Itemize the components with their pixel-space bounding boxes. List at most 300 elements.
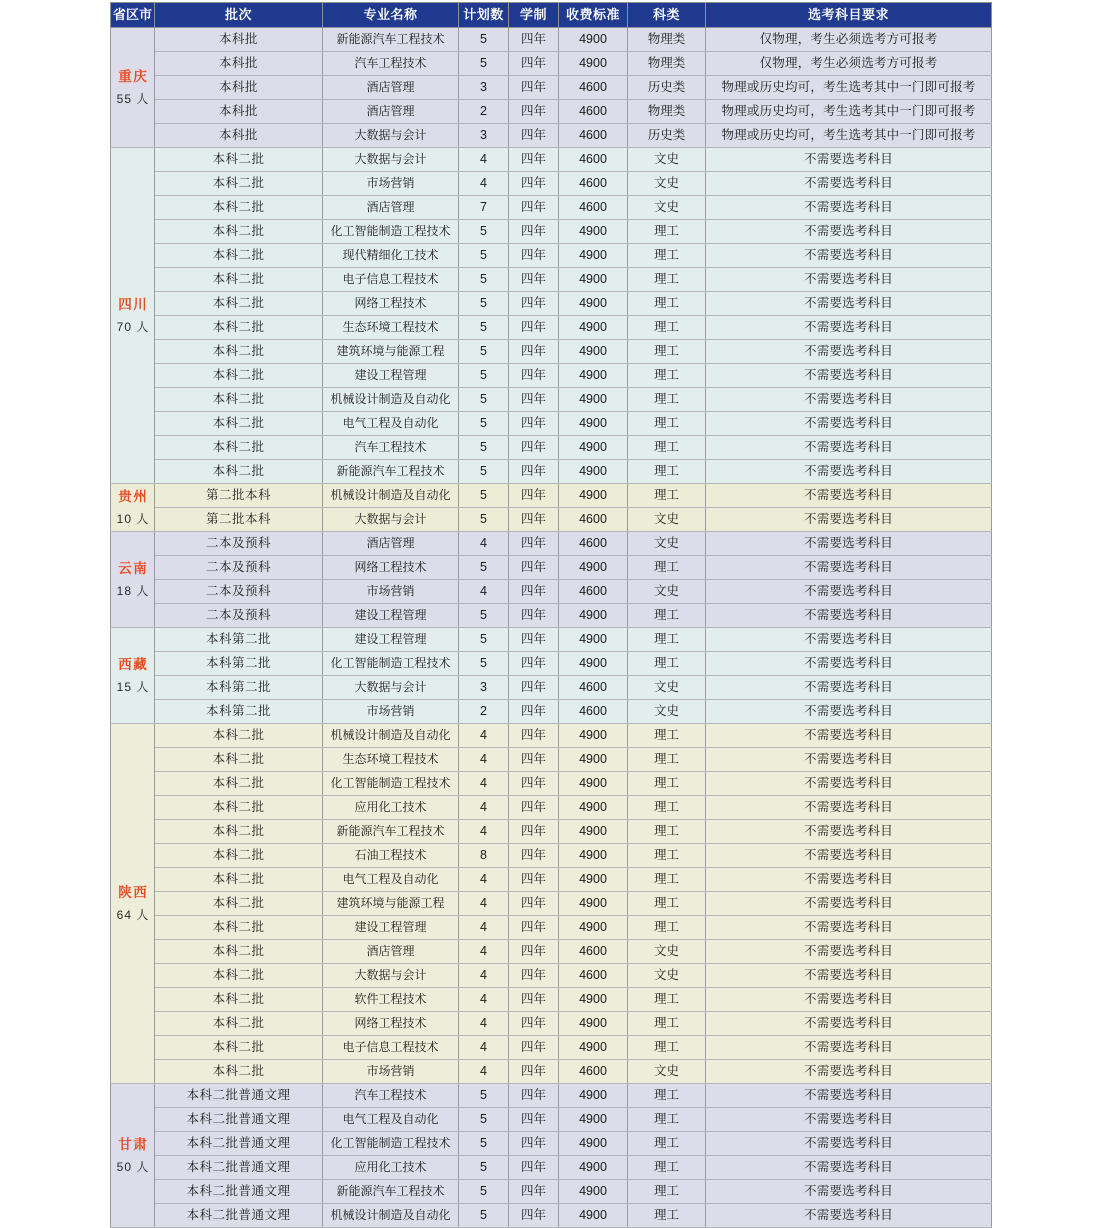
cell-years: 四年 xyxy=(509,916,559,940)
province-cell xyxy=(111,148,155,484)
province-name: 四川 xyxy=(118,296,149,312)
cell-requirement: 不需要选考科目 xyxy=(706,436,992,460)
cell-major: 新能源汽车工程技术 xyxy=(323,820,459,844)
table-row xyxy=(111,748,992,772)
cell-requirement: 不需要选考科目 xyxy=(706,364,992,388)
cell-batch: 本科批 xyxy=(155,124,323,148)
cell-category: 理工 xyxy=(628,844,706,868)
cell-batch: 本科二批 xyxy=(155,220,323,244)
cell-batch: 本科二批普通文理 xyxy=(155,1156,323,1180)
cell-fee: 4600 xyxy=(559,1060,628,1084)
cell-category: 理工 xyxy=(628,892,706,916)
cell-major: 大数据与会计 xyxy=(323,964,459,988)
cell-category: 物理类 xyxy=(628,28,706,52)
cell-major: 酒店管理 xyxy=(323,76,459,100)
cell-category: 理工 xyxy=(628,1180,706,1204)
table-row xyxy=(111,868,992,892)
cell-plan-count: 3 xyxy=(459,676,509,700)
cell-major: 酒店管理 xyxy=(323,196,459,220)
cell-category: 理工 xyxy=(628,388,706,412)
cell-major: 建设工程管理 xyxy=(323,364,459,388)
cell-category: 文史 xyxy=(628,532,706,556)
cell-fee: 4600 xyxy=(559,172,628,196)
cell-requirement: 不需要选考科目 xyxy=(706,868,992,892)
province-name: 重庆 xyxy=(118,68,149,84)
column-header-batch: 批次 xyxy=(155,3,323,28)
cell-major: 大数据与会计 xyxy=(323,676,459,700)
cell-years: 四年 xyxy=(509,412,559,436)
cell-major: 市场营销 xyxy=(323,700,459,724)
cell-batch: 本科二批 xyxy=(155,436,323,460)
cell-plan-count: 2 xyxy=(459,100,509,124)
column-header-plan-count: 计划数 xyxy=(459,3,509,28)
table-row xyxy=(111,844,992,868)
cell-major: 大数据与会计 xyxy=(323,508,459,532)
cell-plan-count: 4 xyxy=(459,868,509,892)
cell-plan-count: 5 xyxy=(459,652,509,676)
cell-batch: 本科二批 xyxy=(155,772,323,796)
cell-fee: 4600 xyxy=(559,76,628,100)
table-row xyxy=(111,1108,992,1132)
cell-category: 理工 xyxy=(628,1108,706,1132)
cell-category: 理工 xyxy=(628,628,706,652)
cell-batch: 本科二批 xyxy=(155,388,323,412)
cell-batch: 本科二批 xyxy=(155,460,323,484)
cell-fee: 4600 xyxy=(559,532,628,556)
cell-batch: 本科二批 xyxy=(155,1012,323,1036)
table-row xyxy=(111,124,992,148)
table-row xyxy=(111,940,992,964)
cell-batch: 本科二批 xyxy=(155,412,323,436)
cell-fee: 4900 xyxy=(559,652,628,676)
province-name: 陕西 xyxy=(118,884,149,900)
cell-batch: 本科二批普通文理 xyxy=(155,1180,323,1204)
cell-batch: 本科第二批 xyxy=(155,628,323,652)
cell-fee: 4900 xyxy=(559,292,628,316)
cell-category: 理工 xyxy=(628,652,706,676)
cell-category: 理工 xyxy=(628,1012,706,1036)
cell-fee: 4900 xyxy=(559,916,628,940)
table-row xyxy=(111,532,992,556)
cell-years: 四年 xyxy=(509,1132,559,1156)
cell-fee: 4600 xyxy=(559,508,628,532)
cell-plan-count: 5 xyxy=(459,52,509,76)
enrollment-plan-table-container xyxy=(110,2,991,1228)
cell-requirement: 不需要选考科目 xyxy=(706,604,992,628)
province-plan-total: 15 人 xyxy=(116,679,150,694)
cell-years: 四年 xyxy=(509,892,559,916)
cell-major: 大数据与会计 xyxy=(323,148,459,172)
cell-batch: 本科二批 xyxy=(155,724,323,748)
table-row xyxy=(111,268,992,292)
cell-category: 理工 xyxy=(628,244,706,268)
cell-years: 四年 xyxy=(509,268,559,292)
table-row xyxy=(111,628,992,652)
cell-fee: 4900 xyxy=(559,988,628,1012)
cell-major: 应用化工技术 xyxy=(323,796,459,820)
table-row xyxy=(111,772,992,796)
cell-category: 理工 xyxy=(628,460,706,484)
table-row xyxy=(111,76,992,100)
table-row xyxy=(111,916,992,940)
cell-fee: 4900 xyxy=(559,388,628,412)
cell-years: 四年 xyxy=(509,652,559,676)
cell-fee: 4600 xyxy=(559,700,628,724)
cell-batch: 二本及预科 xyxy=(155,532,323,556)
cell-category: 理工 xyxy=(628,820,706,844)
cell-fee: 4900 xyxy=(559,748,628,772)
cell-requirement: 不需要选考科目 xyxy=(706,1204,992,1228)
cell-years: 四年 xyxy=(509,1012,559,1036)
cell-requirement: 不需要选考科目 xyxy=(706,1084,992,1108)
cell-requirement: 不需要选考科目 xyxy=(706,1132,992,1156)
cell-batch: 二本及预科 xyxy=(155,556,323,580)
cell-major: 网络工程技术 xyxy=(323,1012,459,1036)
cell-years: 四年 xyxy=(509,700,559,724)
cell-category: 历史类 xyxy=(628,76,706,100)
cell-major: 酒店管理 xyxy=(323,100,459,124)
table-row xyxy=(111,412,992,436)
cell-category: 理工 xyxy=(628,1036,706,1060)
cell-major: 电子信息工程技术 xyxy=(323,1036,459,1060)
cell-fee: 4900 xyxy=(559,1084,628,1108)
cell-years: 四年 xyxy=(509,1060,559,1084)
cell-years: 四年 xyxy=(509,52,559,76)
table-row xyxy=(111,724,992,748)
cell-years: 四年 xyxy=(509,100,559,124)
cell-batch: 本科二批 xyxy=(155,940,323,964)
cell-plan-count: 4 xyxy=(459,1036,509,1060)
cell-batch: 本科二批 xyxy=(155,244,323,268)
cell-batch: 本科二批普通文理 xyxy=(155,1132,323,1156)
cell-fee: 4900 xyxy=(559,1036,628,1060)
cell-batch: 本科二批 xyxy=(155,1036,323,1060)
cell-batch: 本科二批 xyxy=(155,820,323,844)
cell-plan-count: 5 xyxy=(459,1204,509,1228)
table-header xyxy=(111,3,992,28)
cell-years: 四年 xyxy=(509,1180,559,1204)
cell-requirement: 不需要选考科目 xyxy=(706,916,992,940)
cell-plan-count: 4 xyxy=(459,172,509,196)
cell-category: 理工 xyxy=(628,724,706,748)
cell-fee: 4600 xyxy=(559,196,628,220)
cell-major: 网络工程技术 xyxy=(323,556,459,580)
cell-requirement: 不需要选考科目 xyxy=(706,508,992,532)
cell-major: 软件工程技术 xyxy=(323,988,459,1012)
cell-major: 电气工程及自动化 xyxy=(323,1108,459,1132)
cell-years: 四年 xyxy=(509,940,559,964)
table-row xyxy=(111,556,992,580)
cell-fee: 4600 xyxy=(559,124,628,148)
cell-category: 理工 xyxy=(628,1204,706,1228)
province-cell xyxy=(111,532,155,628)
cell-plan-count: 4 xyxy=(459,796,509,820)
cell-major: 汽车工程技术 xyxy=(323,52,459,76)
table-row xyxy=(111,1156,992,1180)
cell-plan-count: 5 xyxy=(459,340,509,364)
cell-fee: 4900 xyxy=(559,1132,628,1156)
cell-fee: 4900 xyxy=(559,628,628,652)
cell-batch: 本科二批 xyxy=(155,868,323,892)
cell-plan-count: 5 xyxy=(459,1156,509,1180)
cell-years: 四年 xyxy=(509,292,559,316)
cell-fee: 4600 xyxy=(559,580,628,604)
cell-batch: 本科二批 xyxy=(155,268,323,292)
cell-batch: 本科二批普通文理 xyxy=(155,1108,323,1132)
cell-plan-count: 5 xyxy=(459,1108,509,1132)
table-header-row xyxy=(111,3,992,28)
province-cell xyxy=(111,484,155,532)
table-row xyxy=(111,604,992,628)
cell-batch: 本科二批 xyxy=(155,964,323,988)
cell-requirement: 不需要选考科目 xyxy=(706,772,992,796)
cell-fee: 4900 xyxy=(559,772,628,796)
cell-plan-count: 4 xyxy=(459,580,509,604)
cell-years: 四年 xyxy=(509,532,559,556)
cell-major: 建设工程管理 xyxy=(323,916,459,940)
column-header-category: 科类 xyxy=(628,3,706,28)
cell-fee: 4600 xyxy=(559,940,628,964)
cell-batch: 本科批 xyxy=(155,100,323,124)
cell-category: 文史 xyxy=(628,1060,706,1084)
cell-years: 四年 xyxy=(509,1156,559,1180)
cell-major: 建设工程管理 xyxy=(323,628,459,652)
cell-requirement: 不需要选考科目 xyxy=(706,940,992,964)
cell-requirement: 不需要选考科目 xyxy=(706,724,992,748)
cell-requirement: 不需要选考科目 xyxy=(706,628,992,652)
table-row xyxy=(111,244,992,268)
cell-plan-count: 5 xyxy=(459,1180,509,1204)
province-plan-total: 10 人 xyxy=(116,511,150,526)
cell-fee: 4900 xyxy=(559,460,628,484)
province-plan-total: 50 人 xyxy=(116,1159,150,1174)
cell-plan-count: 5 xyxy=(459,388,509,412)
cell-years: 四年 xyxy=(509,364,559,388)
cell-major: 电气工程及自动化 xyxy=(323,868,459,892)
cell-fee: 4900 xyxy=(559,1156,628,1180)
cell-plan-count: 5 xyxy=(459,220,509,244)
cell-category: 理工 xyxy=(628,556,706,580)
cell-requirement: 不需要选考科目 xyxy=(706,700,992,724)
cell-plan-count: 5 xyxy=(459,460,509,484)
cell-category: 理工 xyxy=(628,316,706,340)
cell-batch: 二本及预科 xyxy=(155,604,323,628)
table-row xyxy=(111,580,992,604)
cell-fee: 4900 xyxy=(559,1012,628,1036)
cell-years: 四年 xyxy=(509,748,559,772)
cell-years: 四年 xyxy=(509,1084,559,1108)
province-name: 贵州 xyxy=(118,488,149,504)
cell-fee: 4900 xyxy=(559,28,628,52)
cell-batch: 本科二批 xyxy=(155,748,323,772)
table-row xyxy=(111,388,992,412)
cell-fee: 4900 xyxy=(559,316,628,340)
cell-requirement: 不需要选考科目 xyxy=(706,1156,992,1180)
cell-fee: 4900 xyxy=(559,1108,628,1132)
table-row xyxy=(111,364,992,388)
cell-plan-count: 4 xyxy=(459,772,509,796)
cell-years: 四年 xyxy=(509,628,559,652)
cell-years: 四年 xyxy=(509,460,559,484)
cell-requirement: 不需要选考科目 xyxy=(706,1180,992,1204)
cell-requirement: 仅物理，考生必须选考方可报考 xyxy=(706,52,992,76)
cell-fee: 4900 xyxy=(559,892,628,916)
cell-category: 理工 xyxy=(628,916,706,940)
cell-fee: 4600 xyxy=(559,100,628,124)
cell-batch: 本科二批 xyxy=(155,316,323,340)
cell-category: 文史 xyxy=(628,148,706,172)
cell-category: 文史 xyxy=(628,580,706,604)
cell-requirement: 仅物理，考生必须选考方可报考 xyxy=(706,28,992,52)
cell-years: 四年 xyxy=(509,508,559,532)
table-row xyxy=(111,964,992,988)
cell-requirement: 不需要选考科目 xyxy=(706,244,992,268)
cell-years: 四年 xyxy=(509,76,559,100)
cell-major: 新能源汽车工程技术 xyxy=(323,28,459,52)
cell-requirement: 不需要选考科目 xyxy=(706,1060,992,1084)
cell-major: 新能源汽车工程技术 xyxy=(323,460,459,484)
cell-plan-count: 4 xyxy=(459,1060,509,1084)
cell-fee: 4600 xyxy=(559,964,628,988)
cell-plan-count: 4 xyxy=(459,724,509,748)
cell-category: 理工 xyxy=(628,412,706,436)
cell-fee: 4900 xyxy=(559,484,628,508)
cell-category: 理工 xyxy=(628,772,706,796)
cell-years: 四年 xyxy=(509,1036,559,1060)
cell-category: 文史 xyxy=(628,196,706,220)
cell-batch: 本科二批 xyxy=(155,892,323,916)
cell-batch: 本科二批 xyxy=(155,292,323,316)
cell-batch: 本科批 xyxy=(155,28,323,52)
cell-requirement: 不需要选考科目 xyxy=(706,1108,992,1132)
cell-major: 生态环境工程技术 xyxy=(323,316,459,340)
cell-category: 理工 xyxy=(628,1084,706,1108)
cell-plan-count: 4 xyxy=(459,820,509,844)
column-header-fee: 收费标准 xyxy=(559,3,628,28)
province-plan-total: 64 人 xyxy=(116,907,150,922)
table-row xyxy=(111,196,992,220)
column-header-requirement: 选考科目要求 xyxy=(706,3,992,28)
table-row xyxy=(111,508,992,532)
cell-major: 应用化工技术 xyxy=(323,1156,459,1180)
cell-plan-count: 5 xyxy=(459,484,509,508)
table-row xyxy=(111,148,992,172)
cell-requirement: 不需要选考科目 xyxy=(706,412,992,436)
cell-plan-count: 3 xyxy=(459,76,509,100)
cell-fee: 4900 xyxy=(559,844,628,868)
cell-years: 四年 xyxy=(509,604,559,628)
cell-batch: 本科批 xyxy=(155,52,323,76)
cell-plan-count: 5 xyxy=(459,316,509,340)
column-header-years: 学制 xyxy=(509,3,559,28)
table-row xyxy=(111,676,992,700)
cell-major: 酒店管理 xyxy=(323,532,459,556)
cell-major: 建设工程管理 xyxy=(323,604,459,628)
cell-category: 理工 xyxy=(628,604,706,628)
cell-plan-count: 4 xyxy=(459,892,509,916)
cell-category: 理工 xyxy=(628,988,706,1012)
cell-batch: 本科第二批 xyxy=(155,676,323,700)
cell-years: 四年 xyxy=(509,220,559,244)
cell-years: 四年 xyxy=(509,988,559,1012)
table-row xyxy=(111,436,992,460)
table-row xyxy=(111,1060,992,1084)
cell-plan-count: 5 xyxy=(459,268,509,292)
cell-batch: 本科二批 xyxy=(155,196,323,220)
cell-category: 理工 xyxy=(628,436,706,460)
cell-category: 理工 xyxy=(628,868,706,892)
cell-years: 四年 xyxy=(509,124,559,148)
cell-fee: 4900 xyxy=(559,220,628,244)
cell-category: 理工 xyxy=(628,364,706,388)
cell-fee: 4600 xyxy=(559,676,628,700)
cell-fee: 4900 xyxy=(559,820,628,844)
cell-years: 四年 xyxy=(509,196,559,220)
province-plan-total: 18 人 xyxy=(116,583,150,598)
cell-years: 四年 xyxy=(509,436,559,460)
cell-major: 汽车工程技术 xyxy=(323,436,459,460)
table-row xyxy=(111,28,992,52)
table-row xyxy=(111,172,992,196)
cell-batch: 第二批本科 xyxy=(155,508,323,532)
enrollment-plan-table xyxy=(110,2,992,1228)
province-plan-total: 70 人 xyxy=(116,319,150,334)
cell-fee: 4900 xyxy=(559,796,628,820)
cell-major: 酒店管理 xyxy=(323,940,459,964)
table-row xyxy=(111,1180,992,1204)
cell-plan-count: 5 xyxy=(459,28,509,52)
cell-plan-count: 5 xyxy=(459,628,509,652)
cell-years: 四年 xyxy=(509,172,559,196)
table-row xyxy=(111,1132,992,1156)
cell-category: 物理类 xyxy=(628,52,706,76)
cell-years: 四年 xyxy=(509,28,559,52)
cell-major: 化工智能制造工程技术 xyxy=(323,652,459,676)
cell-batch: 本科二批 xyxy=(155,340,323,364)
cell-batch: 本科二批普通文理 xyxy=(155,1084,323,1108)
cell-years: 四年 xyxy=(509,484,559,508)
cell-fee: 4900 xyxy=(559,868,628,892)
cell-requirement: 不需要选考科目 xyxy=(706,316,992,340)
cell-plan-count: 5 xyxy=(459,556,509,580)
table-row xyxy=(111,700,992,724)
cell-plan-count: 4 xyxy=(459,148,509,172)
cell-category: 理工 xyxy=(628,1156,706,1180)
cell-category: 理工 xyxy=(628,484,706,508)
cell-category: 文史 xyxy=(628,676,706,700)
cell-major: 机械设计制造及自动化 xyxy=(323,724,459,748)
cell-years: 四年 xyxy=(509,244,559,268)
cell-fee: 4900 xyxy=(559,1204,628,1228)
cell-requirement: 不需要选考科目 xyxy=(706,820,992,844)
cell-plan-count: 5 xyxy=(459,244,509,268)
cell-years: 四年 xyxy=(509,148,559,172)
cell-requirement: 不需要选考科目 xyxy=(706,580,992,604)
table-row xyxy=(111,988,992,1012)
cell-fee: 4900 xyxy=(559,724,628,748)
cell-requirement: 不需要选考科目 xyxy=(706,172,992,196)
cell-years: 四年 xyxy=(509,676,559,700)
cell-plan-count: 5 xyxy=(459,1084,509,1108)
cell-plan-count: 5 xyxy=(459,1132,509,1156)
cell-requirement: 物理或历史均可，考生选考其中一门即可报考 xyxy=(706,100,992,124)
cell-plan-count: 5 xyxy=(459,412,509,436)
cell-category: 理工 xyxy=(628,748,706,772)
cell-plan-count: 4 xyxy=(459,1012,509,1036)
cell-years: 四年 xyxy=(509,1108,559,1132)
cell-fee: 4900 xyxy=(559,340,628,364)
cell-category: 文史 xyxy=(628,940,706,964)
